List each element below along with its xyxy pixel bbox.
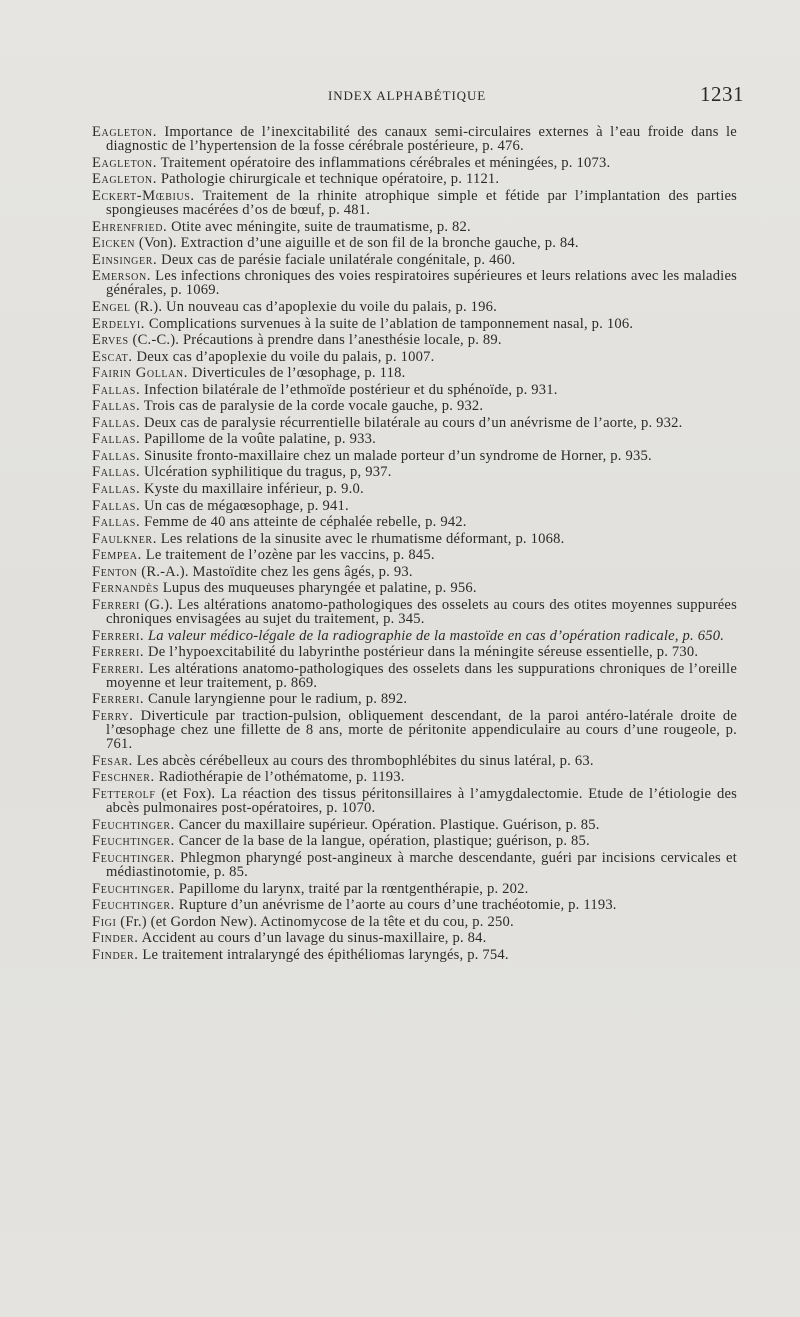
index-entries bbox=[92, 125, 737, 964]
entry-author: Eckert-Mœbius. bbox=[92, 187, 195, 204]
entry-text: Les abcès cérébelleux au cours des thrombophlébites du sinus latéral, p. 63. bbox=[132, 752, 594, 769]
index-entry bbox=[92, 236, 737, 250]
entry-text: Diverticules de l’œsophage, p. 118. bbox=[188, 365, 406, 382]
index-entry bbox=[92, 499, 737, 513]
index-entry bbox=[92, 565, 737, 579]
entry-text: Deux cas de parésie faciale unilatérale congénitale, p. 460. bbox=[157, 251, 516, 268]
entry-text: Otite avec méningite, suite de traumatisme, p. 82. bbox=[167, 218, 471, 235]
index-entry bbox=[92, 851, 737, 879]
index-entry bbox=[92, 581, 737, 595]
entry-text: La valeur médico-légale de la radiographie de la mastoïde en cas d’opération radicale, p. 650. bbox=[144, 627, 725, 644]
entry-text: (Fr.) (et Gordon New). Actinomycose de la tête et du cou, p. 250. bbox=[116, 913, 514, 930]
entry-author: Figi bbox=[92, 913, 117, 930]
entry-author: Feschner. bbox=[92, 769, 155, 786]
entry-text: Traitement de la rhinite atrophique simple et fétide par l’implantation des parties spongieuses macérées d’os de bœuf, p. 481. bbox=[106, 187, 737, 219]
entry-text: (C.-C.). Précautions à prendre dans l’anesthésie locale, p. 89. bbox=[128, 332, 502, 349]
entry-text: Deux cas d’apoplexie du voile du palais, p. 1007. bbox=[132, 348, 435, 365]
index-entry bbox=[92, 898, 737, 912]
index-entry bbox=[92, 645, 737, 659]
entry-author: Engel bbox=[92, 298, 131, 315]
entry-text: Radiothérapie de l’othématome, p. 1193. bbox=[154, 769, 405, 786]
entry-author: Ehrenfried. bbox=[92, 218, 168, 235]
entry-author: Erves bbox=[92, 332, 129, 349]
entry-author: Fallas. bbox=[92, 381, 141, 398]
index-entry bbox=[92, 156, 737, 170]
index-entry bbox=[92, 770, 737, 784]
entry-author: Finder. bbox=[92, 946, 139, 963]
entry-author: Ferreri. bbox=[92, 644, 145, 661]
entry-author: Fallas. bbox=[92, 414, 141, 431]
index-entry bbox=[92, 172, 737, 186]
index-entry bbox=[92, 416, 737, 430]
entry-author: Feuchtinger. bbox=[92, 897, 175, 914]
entry-author: Fallas. bbox=[92, 497, 141, 514]
running-head bbox=[0, 84, 800, 108]
index-entry bbox=[92, 253, 737, 267]
entry-author: Fallas. bbox=[92, 464, 141, 481]
index-entry bbox=[92, 482, 737, 496]
entry-author: Fallas. bbox=[92, 431, 141, 448]
entry-text: Cancer de la base de la langue, opération, plastique; guérison, p. 85. bbox=[174, 833, 590, 850]
entry-author: Feuchtinger. bbox=[92, 880, 175, 897]
index-entry bbox=[92, 818, 737, 832]
entry-text: Complications survenues à la suite de l’ablation de tamponnement nasal, p. 106. bbox=[145, 315, 634, 332]
page-number: 1231 bbox=[700, 82, 744, 106]
index-entry bbox=[92, 317, 737, 331]
entry-text: Phlegmon pharyngé post-angineux à marche descendante, guéri par incisions cervicales et médiastinotomie, p. 85. bbox=[106, 849, 737, 881]
entry-text: Papillome de la voûte palatine, p. 933. bbox=[140, 431, 376, 448]
entry-author: Ferreri bbox=[92, 596, 140, 613]
entry-author: Fallas. bbox=[92, 514, 141, 531]
index-entry bbox=[92, 692, 737, 706]
index-entry bbox=[92, 787, 737, 815]
running-title: INDEX ALPHABÉTIQUE bbox=[328, 88, 487, 103]
entry-text: Accident au cours d’un lavage du sinus-maxillaire, p. 84. bbox=[138, 930, 487, 947]
entry-author: Eagleton. bbox=[92, 154, 157, 171]
entry-text: Cancer du maxillaire supérieur. Opération. Plastique. Guérison, p. 85. bbox=[174, 816, 600, 833]
entry-text: Kyste du maxillaire inférieur, p. 9.0. bbox=[140, 481, 364, 497]
entry-text: (et Fox). La réaction des tissus péritonsillaires à l’amygdalectomie. Etude de l’étiologie des abcès pulmonaires post-opératoires, p. 1070. bbox=[106, 786, 737, 817]
entry-author: Feuchtinger. bbox=[92, 833, 175, 850]
entry-text: Papillome du larynx, traité par la rœntgenthérapie, p. 202. bbox=[174, 880, 529, 897]
entry-text: (G.). Les altérations anatomo-pathologiques des osselets au cours des otites moyennes suppurées chroniques envisagées au sujet du traitement, p. 345. bbox=[106, 596, 737, 628]
entry-text: (R.-A.). Mastoïdite chez les gens âgés, p. 93. bbox=[137, 563, 413, 580]
entry-author: Fempea. bbox=[92, 547, 142, 564]
entry-text: Les infections chroniques des voies respiratoires supérieures et leurs relations avec les maladies générales, p. 1069. bbox=[106, 268, 737, 299]
entry-author: Fallas. bbox=[92, 447, 141, 464]
index-entry bbox=[92, 915, 737, 929]
entry-text: Ulcération syphilitique du tragus, p, 937. bbox=[140, 464, 392, 481]
entry-author: Fallas. bbox=[92, 398, 141, 415]
entry-author: Fetterolf bbox=[92, 786, 156, 803]
entry-author: Ferreri. bbox=[92, 691, 145, 708]
index-entry bbox=[92, 366, 737, 380]
index-entry bbox=[92, 598, 737, 626]
index-entry bbox=[92, 125, 737, 153]
index-entry bbox=[92, 383, 737, 397]
entry-text: Sinusite fronto-maxillaire chez un malade porteur d’un syndrome de Horner, p. 935. bbox=[140, 447, 652, 464]
entry-author: Ferreri. bbox=[92, 660, 145, 677]
entry-author: Ferreri. bbox=[92, 627, 145, 644]
index-entry bbox=[92, 220, 737, 234]
entry-author: Erdelyi. bbox=[92, 315, 146, 332]
index-entry bbox=[92, 882, 737, 896]
entry-author: Einsinger. bbox=[92, 251, 158, 268]
entry-text: Le traitement de l’ozène par les vaccins, p. 845. bbox=[141, 547, 435, 564]
entry-text: Infection bilatérale de l’ethmoïde postérieur et du sphénoïde, p. 931. bbox=[140, 381, 558, 398]
index-entry bbox=[92, 629, 737, 643]
index-entry bbox=[92, 449, 737, 463]
entry-author: Eicken bbox=[92, 235, 136, 252]
entry-author: Fenton bbox=[92, 563, 138, 580]
index-entry bbox=[92, 350, 737, 364]
entry-author: Emerson. bbox=[92, 268, 152, 285]
index-entry bbox=[92, 948, 737, 962]
index-entry bbox=[92, 662, 737, 690]
entry-author: Feuchtinger. bbox=[92, 849, 175, 866]
entry-author: Ferry. bbox=[92, 707, 134, 724]
entry-text: Canule laryngienne pour le radium, p. 892. bbox=[144, 691, 408, 708]
index-entry bbox=[92, 709, 737, 752]
entry-author: Faulkner. bbox=[92, 530, 157, 547]
entry-text: Les relations de la sinusite avec le rhumatisme déformant, p. 1068. bbox=[156, 530, 565, 547]
index-entry bbox=[92, 515, 737, 529]
entry-text: (Von). Extraction d’une aiguille et de son fil de la bronche gauche, p. 84. bbox=[135, 235, 579, 252]
index-entry bbox=[92, 189, 737, 217]
entry-text: Diverticule par traction-pulsion, obliquement descendant, de la paroi antéro-latérale droite de l’œsophage chez une fillette de 8 ans, morte de péritonite appendiculaire au cours d’une rougeole, p. 761. bbox=[106, 707, 737, 753]
entry-author: Eagleton. bbox=[92, 171, 157, 188]
index-entry bbox=[92, 300, 737, 314]
entry-text: Traitement opératoire des inflammations cérébrales et méningées, p. 1073. bbox=[157, 154, 611, 171]
entry-author: Fesar. bbox=[92, 752, 133, 769]
entry-text: Lupus des muqueuses pharyngée et palatine, p. 956. bbox=[158, 580, 477, 597]
index-entry bbox=[92, 269, 737, 297]
entry-author: Escat. bbox=[92, 348, 133, 365]
entry-text: Deux cas de paralysie récurrentielle bilatérale au cours d’un anévrisme de l’aorte, p. 932. bbox=[140, 414, 683, 431]
index-entry bbox=[92, 834, 737, 848]
index-entry bbox=[92, 532, 737, 546]
entry-author: Fallas. bbox=[92, 481, 141, 497]
entry-text: (R.). Un nouveau cas d’apoplexie du voile du palais, p. 196. bbox=[130, 298, 497, 315]
entry-text: Pathologie chirurgicale et technique opératoire, p. 1121. bbox=[157, 171, 500, 188]
entry-text: De l’hypoexcitabilité du labyrinthe postérieur dans la méningite séreuse essentielle, p. 730. bbox=[144, 644, 699, 661]
index-entry bbox=[92, 333, 737, 347]
entry-text: Les altérations anatomo-pathologiques des osselets dans les suppurations chroniques de l’oreille moyenne et leur traitement, p. 869. bbox=[106, 660, 737, 691]
entry-text: Rupture d’un anévrisme de l’aorte au cours d’une trachéotomie, p. 1193. bbox=[174, 897, 617, 914]
index-entry bbox=[92, 432, 737, 446]
index-entry bbox=[92, 754, 737, 768]
index-entry bbox=[92, 548, 737, 562]
index-entry bbox=[92, 465, 737, 479]
entry-text: Importance de l’inexcitabilité des canaux semi-circulaires externes à l’eau froide dans le diagnostic de l’hypertension de la fosse cérébrale postérieure, p. 476. bbox=[106, 124, 737, 155]
index-entry bbox=[92, 931, 737, 945]
entry-text: Femme de 40 ans atteinte de céphalée rebelle, p. 942. bbox=[140, 514, 467, 531]
entry-author: Fairin Gollan. bbox=[92, 365, 189, 382]
entry-text: Un cas de mégaœsophage, p. 941. bbox=[140, 497, 349, 514]
index-entry bbox=[92, 399, 737, 413]
entry-author: Eagleton. bbox=[92, 124, 157, 140]
entry-author: Fernandès bbox=[92, 580, 159, 597]
entry-author: Finder. bbox=[92, 930, 139, 947]
entry-text: Le traitement intralaryngé des épithéliomas laryngés, p. 754. bbox=[138, 946, 509, 963]
entry-author: Feuchtinger. bbox=[92, 816, 175, 833]
entry-text: Trois cas de paralysie de la corde vocale gauche, p. 932. bbox=[140, 398, 484, 415]
